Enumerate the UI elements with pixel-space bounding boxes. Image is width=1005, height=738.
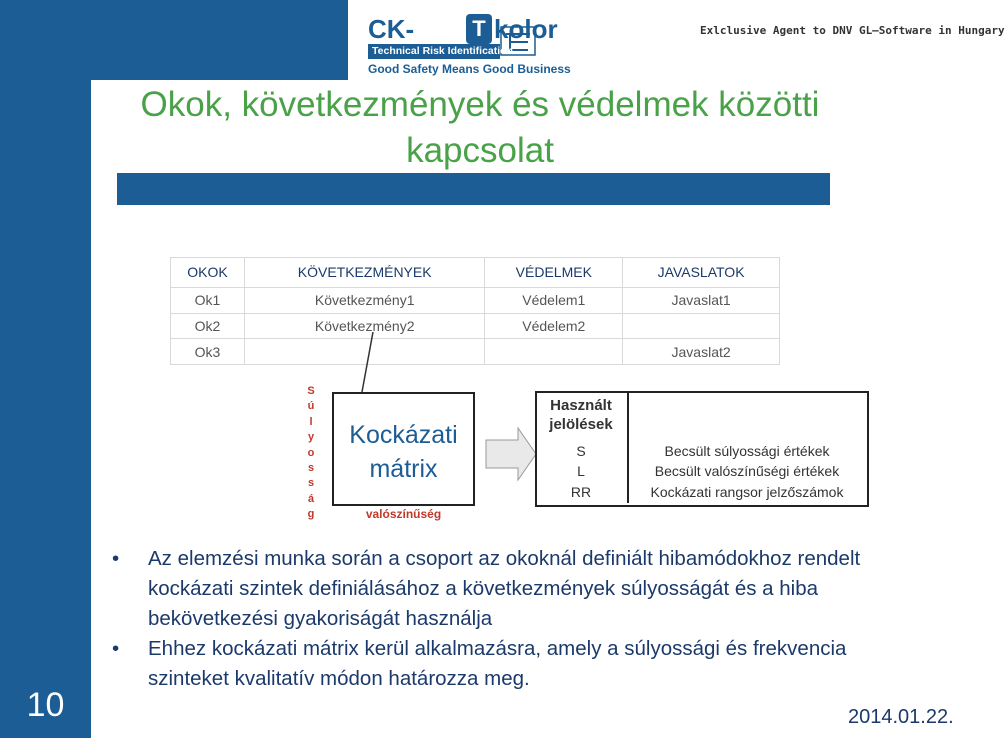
severity-letter: s — [307, 462, 315, 475]
table-header-row — [171, 258, 780, 288]
logo-band-text: Technical Risk Identification — [368, 44, 500, 59]
logo-name-left: CK- — [368, 14, 415, 44]
table-cell — [623, 313, 780, 339]
table-cell: Következmény1 — [244, 287, 484, 313]
legend-code: L — [577, 463, 585, 479]
left-sidebar-band — [0, 0, 91, 738]
severity-letter: o — [307, 446, 315, 459]
risk-matrix-label — [332, 418, 475, 486]
bullet-list — [112, 544, 912, 694]
legend-code: RR — [570, 484, 592, 500]
arrow-right-icon — [486, 428, 536, 480]
table-row — [171, 287, 780, 313]
slide-number: 10 — [26, 686, 65, 724]
top-header-band — [0, 0, 348, 80]
title-underline-bar — [117, 173, 830, 205]
legend-header — [537, 396, 625, 434]
list-item — [112, 634, 912, 694]
matrix-label-line: mátrix — [369, 455, 438, 483]
severity-letter: s — [307, 477, 315, 490]
slide-date: 2014.01.22. — [848, 706, 954, 728]
table-cell: Javaslat1 — [623, 287, 780, 313]
table-cell: Javaslat2 — [623, 339, 780, 365]
table-header-cell: KÖVETKEZMÉNYEK — [244, 258, 484, 288]
bullet-icon: • — [112, 637, 120, 660]
legend-description: Becsült valószínűségi értékek — [654, 463, 840, 479]
legend-code: S — [576, 443, 586, 459]
bullet-icon: • — [112, 547, 120, 570]
table-cell: Következmény2 — [244, 313, 484, 339]
table-header-cell: VÉDELMEK — [485, 258, 623, 288]
list-item — [112, 544, 912, 634]
agent-note: Exlclusive Agent to DNV GL—Software in Hungary — [700, 24, 1005, 37]
connector-line — [362, 332, 373, 392]
table-cell: Védelem2 — [485, 313, 623, 339]
legend-divider — [627, 391, 629, 503]
logo-name-right: kolor — [494, 14, 558, 44]
probability-label: valószínűség — [365, 507, 442, 521]
table-cell: Ok2 — [171, 313, 245, 339]
severity-letter: á — [307, 492, 315, 505]
table-cell: Ok1 — [171, 287, 245, 313]
legend-header-line: Használt — [550, 397, 612, 414]
severity-letter: g — [307, 508, 315, 521]
legend-header-line: jelölések — [549, 416, 613, 433]
table-header-cell: JAVASLATOK — [623, 258, 780, 288]
logo-mark: T — [466, 14, 492, 44]
logo-tagline: Good Safety Means Good Business — [368, 62, 571, 76]
bullet-text: Az elemzési munka során a csoport az okoknál definiált hibamódokhoz rendelt kockázati szintek definiálásához a következmények súlyosságát és a hiba bekövetkezési gyakoriságát használja — [148, 547, 861, 630]
legend-description: Kockázati rangsor jelzőszámok — [650, 484, 844, 500]
bullet-text: Ehhez kockázati mátrix kerül alkalmazásra, amely a súlyossági és frekvencia szinteket kvalitatív módon határozza meg. — [148, 637, 847, 690]
table-header-cell: OKOK — [171, 258, 245, 288]
severity-letter: ú — [307, 400, 315, 413]
table-cell: Védelem1 — [485, 287, 623, 313]
severity-letter: y — [307, 431, 315, 444]
table-cell: Ok3 — [171, 339, 245, 365]
legend-description: Becsült súlyossági értékek — [664, 443, 830, 459]
matrix-label-line: Kockázati — [349, 421, 458, 449]
slide-title: Okok, következmények és védelmek közötti kapcsolat — [140, 85, 820, 170]
severity-vertical-label — [305, 384, 317, 523]
severity-letter: S — [307, 385, 315, 397]
severity-letter: l — [309, 415, 313, 428]
